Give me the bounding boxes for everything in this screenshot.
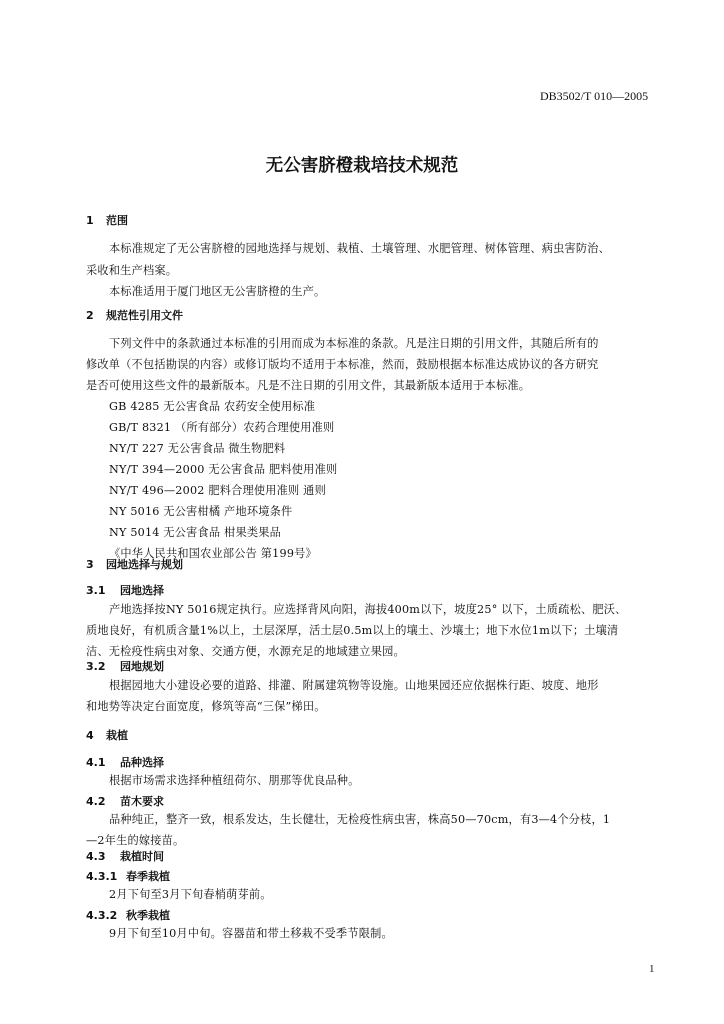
reference-item: GB/T 8321 （所有部分）农药合理使用准则 xyxy=(109,421,335,434)
document-code: DB3502/T 010—2005 xyxy=(540,89,649,103)
subsection-4-3-2-heading xyxy=(86,907,170,923)
section-number: 2 xyxy=(86,309,94,322)
subsection-4-3-heading xyxy=(86,848,164,864)
section-number: 1 xyxy=(86,214,94,227)
section-2-heading xyxy=(86,307,183,323)
section-title: 园地规划 xyxy=(120,660,164,673)
section-title: 栽植时间 xyxy=(120,850,164,863)
paragraph-line: 根据园地大小建设必要的道路、排灌、附属建筑物等设施。山地果园还应依据株行距、坡度、地形 xyxy=(109,679,599,692)
paragraph-line: 9月下旬至10月中旬。容器苗和带土移栽不受季节限制。 xyxy=(109,927,393,940)
subsection-4-2-heading xyxy=(86,793,164,809)
reference-item: NY 5014 无公害食品 柑果类果品 xyxy=(109,526,281,539)
section-4-heading xyxy=(86,727,128,743)
section-title: 栽植 xyxy=(106,729,128,742)
section-1-heading xyxy=(86,212,128,228)
paragraph-line: 质地良好，有机质含量1%以上，土层深厚，活土层0.5m以上的壤土、沙壤土；地下水位1m以下；土壤清 xyxy=(86,624,619,637)
reference-item: 《中华人民共和国农业部公告 第199号》 xyxy=(109,547,317,560)
section-title: 规范性引用文件 xyxy=(106,309,183,322)
reference-item: NY/T 394—2000 无公害食品 肥料使用准则 xyxy=(109,463,338,476)
subsection-3-2-heading xyxy=(86,658,164,674)
section-3-heading xyxy=(86,556,183,572)
paragraph-line: 是否可使用这些文件的最新版本。凡是不注日期的引用文件，其最新版本适用于本标准。 xyxy=(86,379,531,392)
section-number: 4 xyxy=(86,729,94,742)
section-number: 3 xyxy=(86,558,94,571)
paragraph-line: 根据市场需求选择种植纽荷尔、朋那等优良品种。 xyxy=(109,774,360,787)
section-title: 范围 xyxy=(106,214,128,227)
section-title: 秋季栽植 xyxy=(126,909,170,922)
paragraph-line: 本标准适用于厦门地区无公害脐橙的生产。 xyxy=(109,285,326,298)
subsection-4-1-heading xyxy=(86,754,164,770)
section-title: 春季栽植 xyxy=(126,870,170,883)
paragraph-line: 采收和生产档案。 xyxy=(86,264,178,277)
subsection-4-3-1-heading xyxy=(86,868,170,884)
paragraph-line: 洁、无检疫性病虫对象、交通方便，水源充足的地域建立果园。 xyxy=(86,645,405,658)
paragraph-line: 产地选择按NY 5016规定执行。应选择背风向阳，海拔400m以下，坡度25° 以下，土质疏松、肥沃、 xyxy=(109,603,627,616)
reference-item: GB 4285 无公害食品 农药安全使用标准 xyxy=(109,400,316,413)
section-title: 园地选择 xyxy=(120,584,164,597)
paragraph-line: 下列文件中的条款通过本标准的引用而成为本标准的条款。凡是注日期的引用文件，其随后所有的 xyxy=(109,337,599,350)
reference-item: NY 5016 无公害柑橘 产地环境条件 xyxy=(109,505,293,518)
paragraph-line: —2年生的嫁接苗。 xyxy=(86,834,185,847)
section-number: 4.2 xyxy=(86,795,106,808)
section-number: 4.1 xyxy=(86,756,106,769)
section-number: 3.1 xyxy=(86,584,106,597)
paragraph-line: 品种纯正，整齐一致，根系发达，生长健壮，无检疫性病虫害，株高50—70cm，有3—4个分枝，1 xyxy=(109,813,611,826)
paragraph-line: 和地势等决定台面宽度，修筑等高“三保”梯田。 xyxy=(86,700,326,713)
section-title: 苗木要求 xyxy=(120,795,164,808)
paragraph-line: 本标准规定了无公害脐橙的园地选择与规划、栽植、土壤管理、水肥管理、树体管理、病虫害防治、 xyxy=(109,242,611,255)
subsection-3-1-heading xyxy=(86,582,164,598)
document-title: 无公害脐橙栽培技术规范 xyxy=(265,156,459,176)
section-number: 4.3.1 xyxy=(86,870,118,883)
section-title: 园地选择与规划 xyxy=(106,558,183,571)
reference-item: NY/T 227 无公害食品 微生物肥料 xyxy=(109,442,286,455)
reference-item: NY/T 496—2002 肥料合理使用准则 通则 xyxy=(109,484,326,497)
section-number: 4.3.2 xyxy=(86,909,118,922)
section-number: 4.3 xyxy=(86,850,106,863)
section-title: 品种选择 xyxy=(120,756,164,769)
paragraph-line: 2月下旬至3月下旬春梢萌芽前。 xyxy=(109,888,272,901)
page-number: 1 xyxy=(649,963,655,975)
section-number: 3.2 xyxy=(86,660,106,673)
paragraph-line: 修改单（不包括勘误的内容）或修订版均不适用于本标准，然而，鼓励根据本标准达成协议的各方研究 xyxy=(86,358,599,371)
